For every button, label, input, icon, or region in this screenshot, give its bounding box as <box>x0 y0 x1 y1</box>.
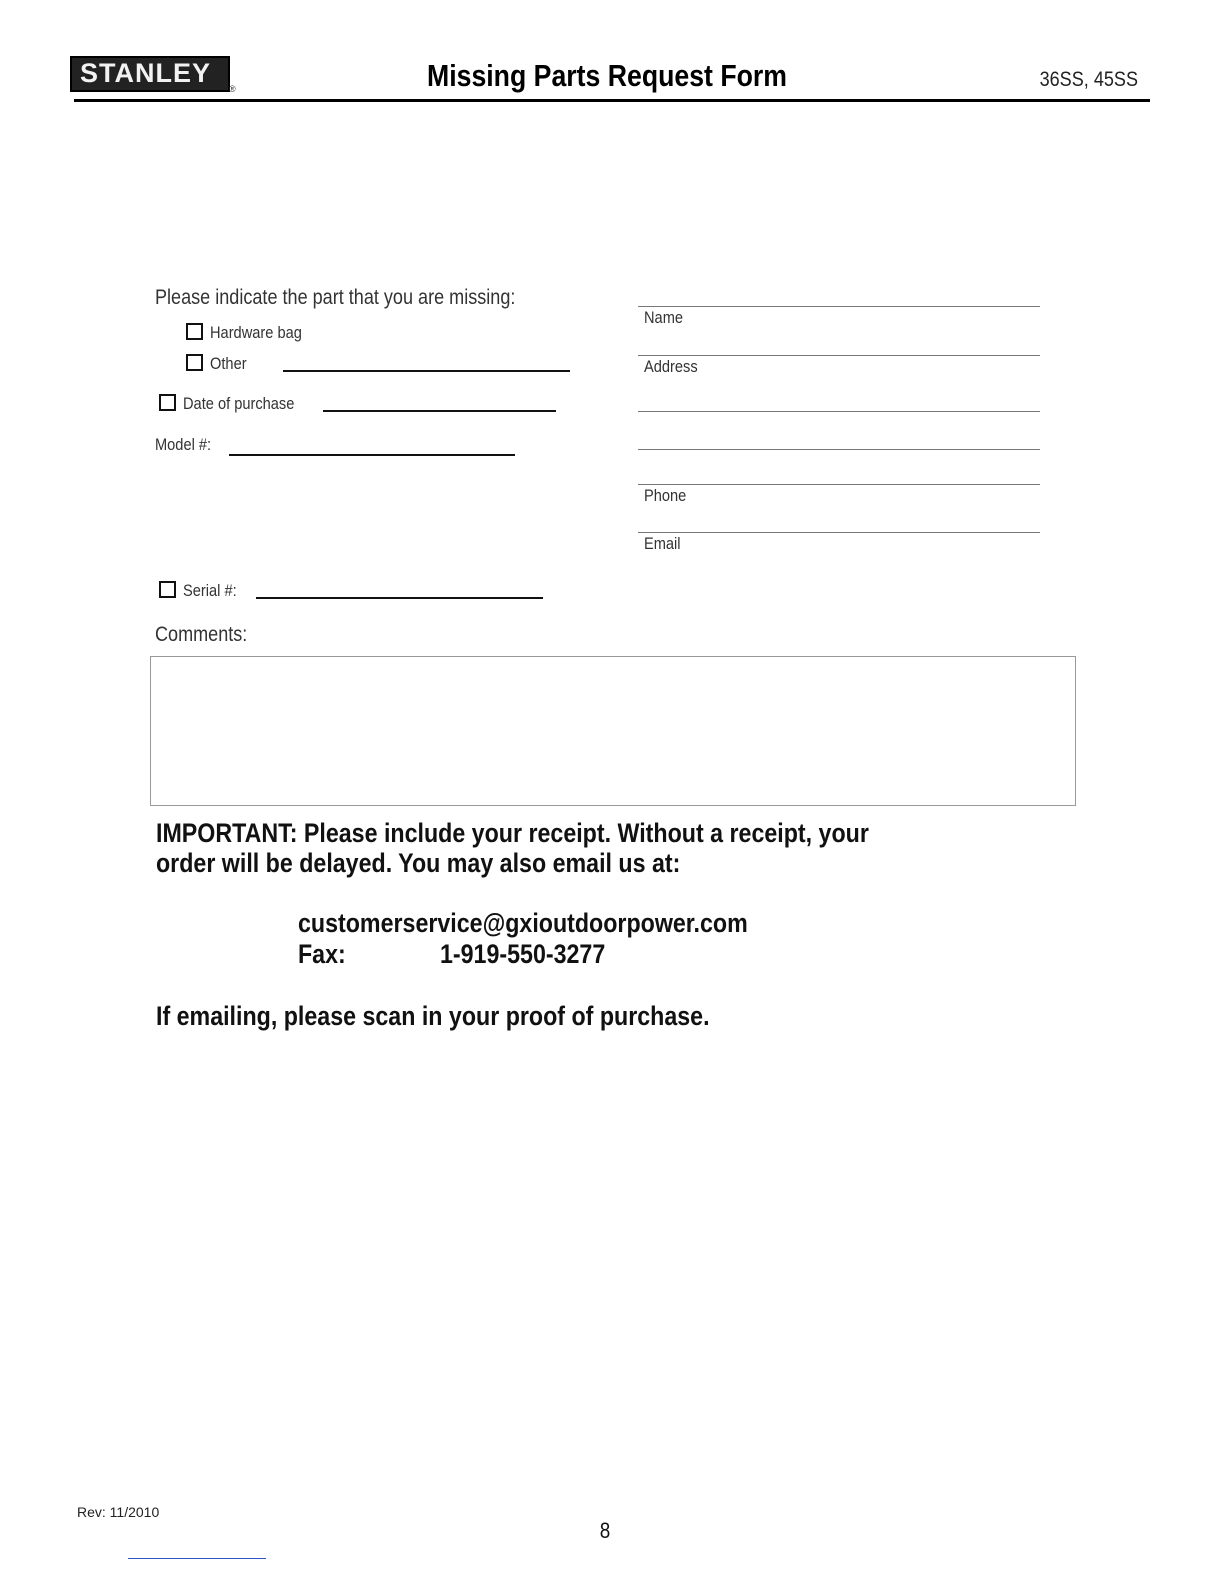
email-label: Email <box>644 534 681 553</box>
date-of-purchase-label: Date of purchase <box>183 394 295 413</box>
fax-label: Fax: <box>298 939 346 969</box>
footer-link-underline <box>128 1558 266 1559</box>
date-of-purchase-checkbox[interactable] <box>159 394 176 411</box>
important-line-2: order will be delayed. You may also email us at: <box>156 848 681 878</box>
missing-part-prompt: Please indicate the part that you are missing: <box>155 286 516 309</box>
registered-mark: ® <box>229 84 236 94</box>
address-label: Address <box>644 357 698 376</box>
hardware-bag-checkbox[interactable] <box>186 323 203 340</box>
other-field[interactable] <box>283 370 570 372</box>
comments-label: Comments: <box>155 623 248 646</box>
address-line-2[interactable] <box>638 411 1040 412</box>
address-line-3[interactable] <box>638 449 1040 450</box>
comments-box[interactable] <box>150 656 1076 806</box>
serial-field[interactable] <box>256 597 543 599</box>
logo-text: STANLEY <box>80 58 212 88</box>
model-label: Model #: <box>155 435 212 454</box>
contact-email: customerservice@gxioutdoorpower.com <box>298 908 748 938</box>
revision-date: Rev: 11/2010 <box>77 1504 160 1520</box>
other-label: Other <box>210 354 247 373</box>
scan-note: If emailing, please scan in your proof of purchase. <box>156 1001 710 1031</box>
fax-number: 1-919-550-3277 <box>440 939 606 969</box>
model-numbers: 36SS, 45SS <box>1039 68 1138 91</box>
hardware-bag-label: Hardware bag <box>210 323 302 342</box>
important-line-1: IMPORTANT: Please include your receipt. Without a receipt, your <box>156 818 869 848</box>
serial-label: Serial #: <box>183 581 237 600</box>
email-field[interactable] <box>638 532 1040 533</box>
model-field[interactable] <box>229 454 515 456</box>
date-of-purchase-field[interactable] <box>323 410 556 412</box>
page-title: Missing Parts Request Form <box>427 58 787 93</box>
serial-checkbox[interactable] <box>159 581 176 598</box>
name-label: Name <box>644 308 684 327</box>
address-field[interactable] <box>638 355 1040 356</box>
page-number: 8 <box>599 1518 611 1543</box>
other-checkbox[interactable] <box>186 354 203 371</box>
header-divider <box>74 99 1150 102</box>
phone-label: Phone <box>644 486 687 505</box>
name-field[interactable] <box>638 306 1040 307</box>
phone-field[interactable] <box>638 484 1040 485</box>
